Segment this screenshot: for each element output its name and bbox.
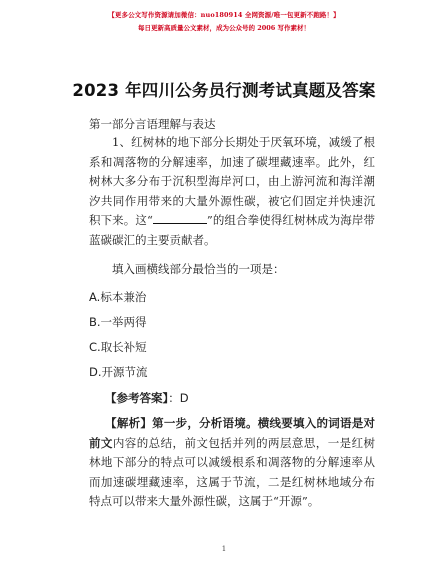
analysis-text: 内容的总结，前文包括并列的两层意思，一是红树林地下部分的特点可以减缓根系和凋落物的分解速率从而加速碳埋藏速率，这属于节流，二是红树林地域分布特点可以带来大量外源性碳，这属于“开源”。 [89, 435, 376, 508]
option-letter: D. [89, 365, 102, 379]
option-letter: A. [89, 290, 101, 304]
answer-value: ：D [168, 391, 189, 405]
option-d [89, 364, 148, 380]
document-title: 2023 年四川公务员行测考试真题及答案 [72, 81, 376, 100]
question-number: 1、 [112, 135, 132, 149]
question-text-part1: 红树林的地下部分长期处于厌氧环境，减缓了根系和凋落物的分解速率，加速了碳埋藏速率。此外，红树林大多分布于沉积型海岸河口，由上游河流和海洋潮汐共同作用带来的大量外源性碳，被它们固定并快速沉积下来。这“ [89, 135, 375, 227]
option-letter: C. [89, 340, 101, 354]
option-text: 取长补短 [100, 340, 147, 354]
promo-line-1: 【更多公文写作资源请加微信：nuo180914 全网资源/唯一包更新不跑路！】 [108, 11, 340, 19]
analysis-paragraph [89, 414, 375, 512]
question-text-part2: ”的组合拳使得红树林成为海岸带蓝碳碳汇的主要贡献者。 [89, 213, 375, 247]
question-1-stem [89, 133, 375, 250]
answer-label: 【参考答案】 [105, 391, 169, 405]
analysis-bold-rest: 横线要填入的词语是对前文 [89, 416, 376, 450]
option-text: 一举两得 [100, 315, 147, 329]
section-heading: 第一部分言语理解与表达 [89, 117, 216, 131]
promo-line-2: 每日更新高质量公文素材，成为公众号的 2006 写作素材！ [137, 24, 311, 32]
option-c [89, 339, 147, 355]
promo-banner [0, 10, 448, 32]
reference-answer [105, 390, 189, 406]
option-b [89, 314, 147, 330]
fill-in-blank [153, 213, 207, 224]
option-text: 标本兼治 [100, 290, 147, 304]
question-prompt: 填入画横线部分最恰当的一项是： [112, 262, 285, 276]
option-text: 开源节流 [101, 365, 148, 379]
option-letter: B. [89, 315, 101, 329]
option-a [89, 289, 146, 305]
page-number: 1 [221, 545, 227, 553]
analysis-label: 【解析】第一步，分析语境。 [105, 416, 258, 430]
